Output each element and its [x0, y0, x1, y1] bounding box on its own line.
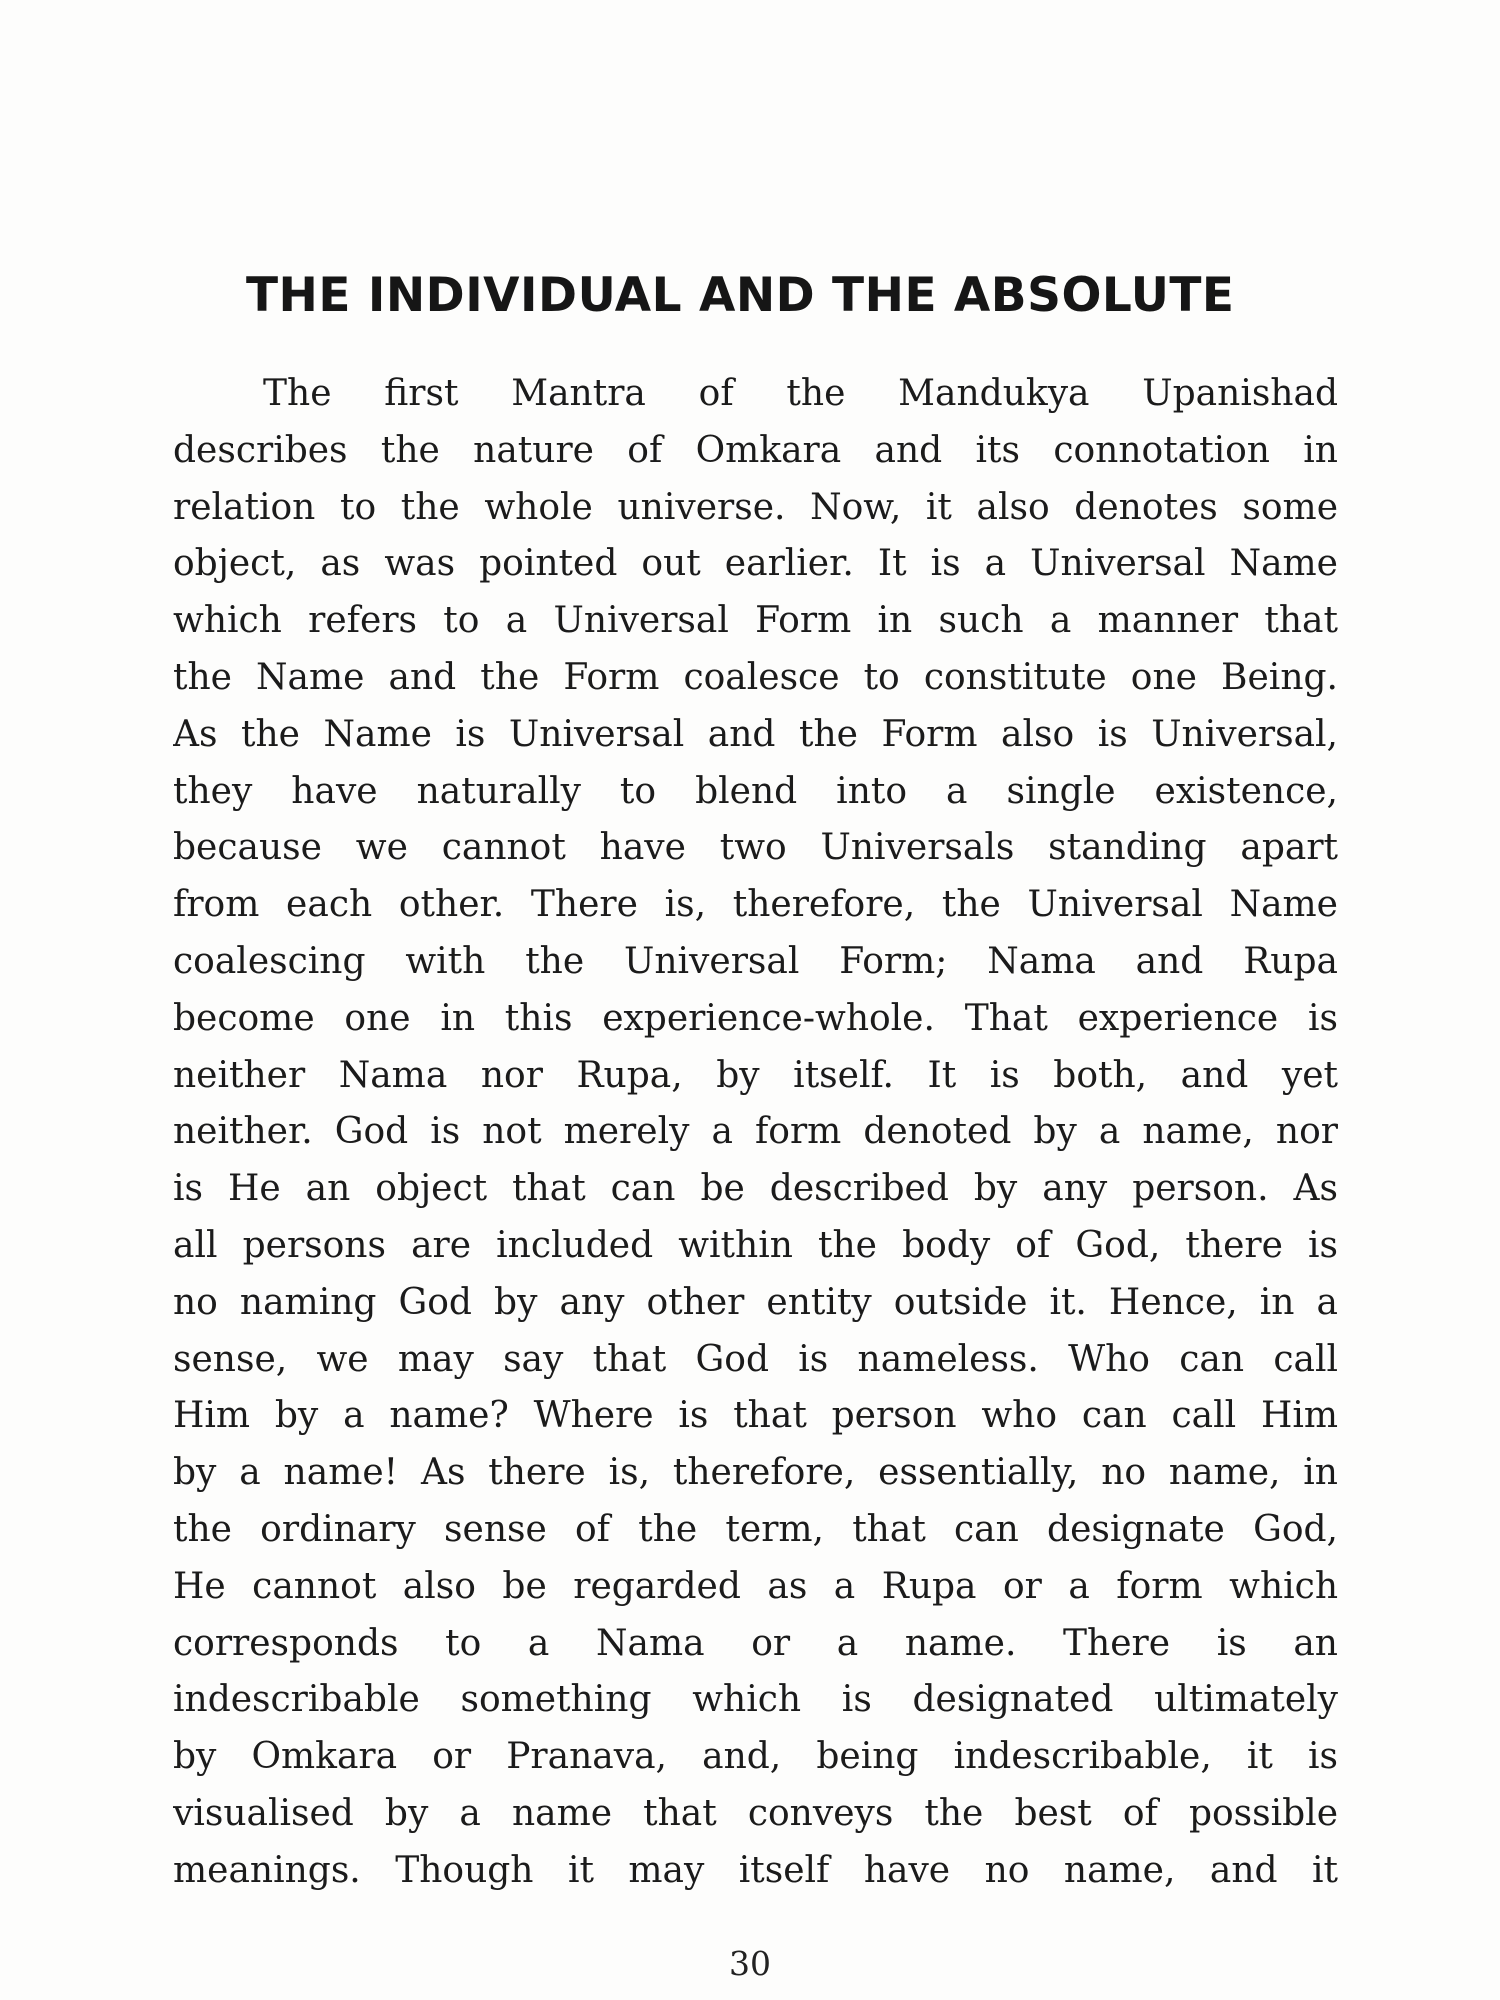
text-line: because we cannot have two Universals standing apart: [173, 827, 1338, 869]
text-line: is He an object that can be described by any person. As: [173, 1168, 1338, 1210]
text-line: Him by a name? Where is that person who can call Him: [173, 1395, 1338, 1437]
text-line: neither. God is not merely a form denoted by a name, nor: [173, 1111, 1338, 1153]
text-line: corresponds to a Nama or a name. There is an: [173, 1622, 1338, 1664]
text-line: all persons are included within the body of God, there is: [173, 1224, 1338, 1266]
text-line: He cannot also be regarded as a Rupa or a form which: [173, 1565, 1338, 1607]
text-line: they have naturally to blend into a single existence,: [173, 770, 1338, 812]
text-line: As the Name is Universal and the Form also is Universal,: [173, 713, 1338, 755]
text-line: The first Mantra of the Mandukya Upanishad: [263, 373, 1338, 414]
text-line: the Name and the Form coalesce to constitute one Being.: [173, 656, 1338, 698]
text-line: visualised by a name that conveys the best of possible: [173, 1792, 1338, 1834]
text-line: by a name! As there is, therefore, essentially, no name, in: [173, 1452, 1338, 1494]
text-line: by Omkara or Pranava, and, being indescribable, it is: [173, 1736, 1338, 1778]
text-line: no naming God by any other entity outside it. Hence, in a: [173, 1281, 1338, 1323]
text-line: coalescing with the Universal Form; Nama and Rupa: [173, 940, 1338, 982]
text-line: the ordinary sense of the term, that can designate God,: [173, 1508, 1338, 1550]
text-line: from each other. There is, therefore, the Universal Name: [173, 884, 1338, 926]
text-line: describes the nature of Omkara and its connotation in: [173, 429, 1338, 471]
text-line: become one in this experience-whole. That experience is: [173, 997, 1338, 1039]
page-number: 30: [729, 1944, 771, 1983]
text-line: neither Nama nor Rupa, by itself. It is both, and yet: [173, 1054, 1338, 1096]
text-line: meanings. Though it may itself have no name, and it: [173, 1849, 1338, 1891]
text-line: relation to the whole universe. Now, it also denotes some: [173, 486, 1338, 528]
text-line: which refers to a Universal Form in such a manner that: [173, 600, 1338, 642]
body-paragraph: [173, 366, 1338, 1900]
text-line: indescribable something which is designated ultimately: [173, 1679, 1338, 1721]
chapter-title: THE INDIVIDUAL AND THE ABSOLUTE: [246, 268, 1235, 323]
text-line: sense, we may say that God is nameless. Who can call: [173, 1338, 1338, 1380]
text-line: object, as was pointed out earlier. It is a Universal Name: [173, 543, 1338, 585]
